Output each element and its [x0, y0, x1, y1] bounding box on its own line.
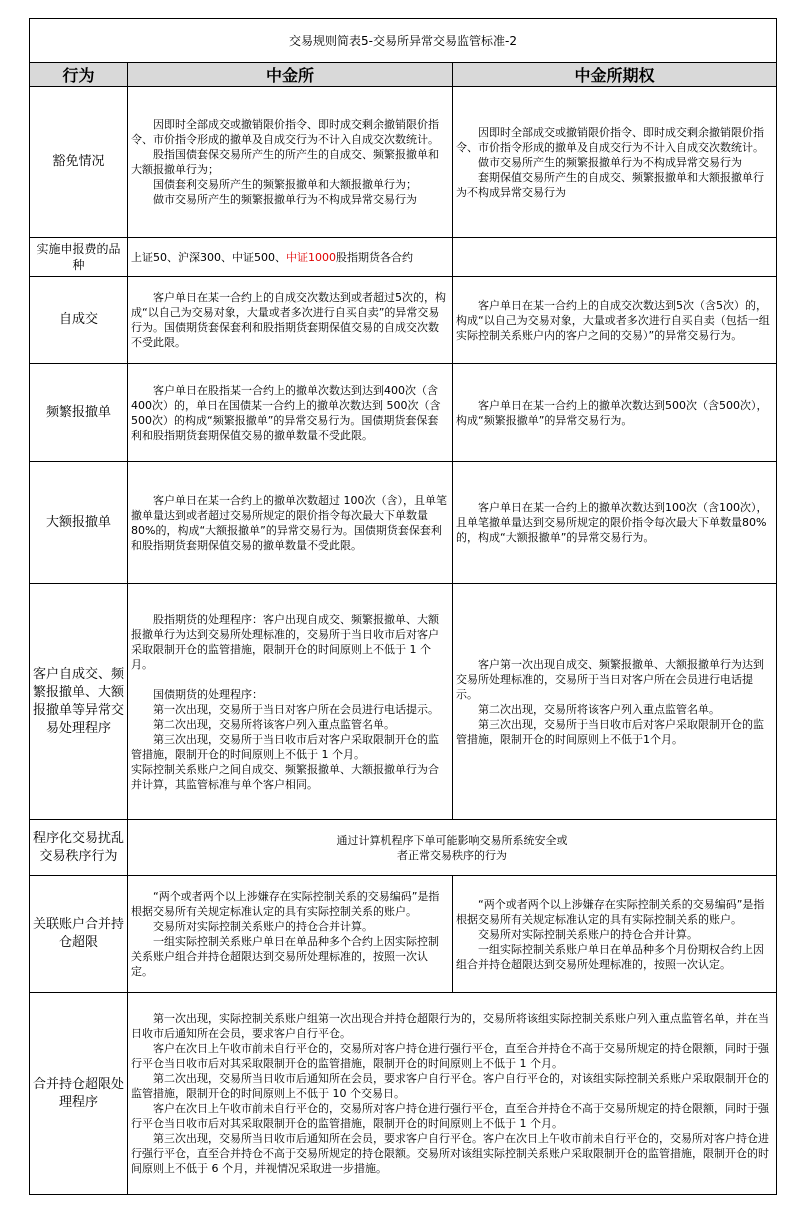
- row-label-fee-varieties: 实施申报费的品种: [30, 238, 128, 277]
- cffex-exemption-p2: 股指国债套保交易所产生的所产生的自成交、频繁报撤单和大额报撤单行为；: [131, 148, 439, 176]
- title-row: [30, 19, 777, 63]
- row-label-frequent-cancel: 频繁报撤单: [30, 364, 128, 462]
- futures-related: [453, 876, 777, 993]
- cffex-large-cancel-text: 客户单日在某一合约上的撤单次数超过 100次（含），且单笔撤单量达到或者超过交易所规定的限价指令每次最大下单数量80%的，构成“大额报撤单”的异常交易行为。国债期货套保套利和股指期货套期保值交易的撤单数量不受此限。: [131, 493, 447, 552]
- rules-table: [29, 18, 777, 1195]
- row-fee-varieties: [30, 238, 777, 277]
- program-line-1: 通过计算机程序下单可能影响交易所系统安全或: [336, 833, 568, 847]
- cffex-frequent-cancel-text: 客户单日在股指某一合约上的撤单次数达到达到400次（含400次）的，单日在国债某一合约上的撤单次数达到 500次（含500次）的构成“频繁报撤单”的异常交易行为。国债期货套保套利和股指期货套期保值交易的撤单数量不受此限。: [131, 383, 441, 442]
- cffex-related: [128, 876, 453, 993]
- header-behavior: 行为: [30, 63, 128, 87]
- futures-related-2: 交易所对实际控制关系账户的持仓合并计算。: [478, 927, 698, 941]
- futures-exemption-p3: 套期保值交易所产生的自成交、频繁报撤单和大额报撤单行为不构成异常交易行为: [456, 170, 764, 199]
- cffex-handling-index: 股指期货的处理程序：客户出现自成交、频繁报撤单、大额报撤单行为达到交易所处理标准的，交易所于当日收市后对客户采取限制开仓的监管措施，限制开仓的时间原则上不低于 1 个月。: [131, 612, 439, 671]
- cffex-self-trade-text: 客户单日在某一合约上的自成交次数达到或者超过5次的，构成“以自己为交易对象，大量或者多次进行自买自卖”的异常交易行为。国债期货套保套利和股指期货套期保值交易的自成交次数不受此限。: [131, 291, 446, 349]
- merged-p4: 客户在次日上午收市前未自行平仓的，交易所对客户持仓进行强行平仓，直至合并持仓不高于交易所规定的持仓限额，同时于强行平仓当日收市后对其采取限制开仓的监管措施，限制开仓的时间原则上不低于 1 个月。: [131, 1102, 769, 1130]
- row-label-handling: 客户自成交、频繁报撤单、大额报撤单等异常交易处理程序: [30, 584, 128, 820]
- row-frequent-cancel: [30, 364, 777, 462]
- cffex-related-2: 交易所对实际控制关系账户的持仓合并计算。: [153, 920, 373, 933]
- futures-related-1: “两个或者两个以上涉嫌存在实际控制关系的交易编码”是指根据交易所有关规定标准认定的具有实际控制关系的账户。: [456, 897, 765, 926]
- futures-frequent-cancel: [453, 364, 777, 462]
- futures-handling-3: 第三次出现，交易所于当日收市后对客户采取限制开仓的监管措施，限制开仓的时间原则上不低于1个月。: [456, 717, 764, 746]
- cffex-exemption-p4: 做市交易所产生的频繁报撤单行为不构成异常交易行为: [153, 193, 417, 206]
- table-title: 交易规则简表5-交易所异常交易监管标准-2: [30, 19, 777, 63]
- futures-self-trade-text: 客户单日在某一合约上的自成交次数达到5次（含5次）的，构成“以自己为交易对象，大量或者多次进行自买自卖（包括一组实际控制关系账户内的客户之间的交易）”的异常交易行为。: [456, 298, 770, 342]
- cffex-handling-bond-3: 第三次出现，交易所于当日收市后对客户采取限制开仓的监管措施，限制开仓的时间原则上不低于 1 个月。: [131, 732, 439, 761]
- futures-fee-varieties: [453, 238, 777, 277]
- row-label-large-cancel: 大额报撤单: [30, 462, 128, 584]
- row-related: [30, 876, 777, 993]
- cffex-handling-spacer: [131, 672, 449, 687]
- row-label-self-trade: 自成交: [30, 277, 128, 364]
- cffex-handling-tail: 实际控制关系账户之间自成交、频繁报撤单、大额报撤单行为合并计算，其监管标准与单个客户相同。: [131, 762, 439, 791]
- row-label-merged: 合并持仓超限处理程序: [30, 993, 128, 1195]
- cffex-handling-bond-title: 国债期货的处理程序：: [153, 687, 263, 701]
- merged-p1: 第一次出现，实际控制关系账户组第一次出现合并持仓超限行为的，交易所将该组实际控制关系账户列入重点监管名单，并在当日收市后通知所在会员，要求客户自行平仓。: [131, 1012, 769, 1040]
- futures-handling-2: 第二次出现，交易所将该客户列入重点监管名单。: [478, 702, 720, 716]
- futures-related-3: 一组实际控制关系账户单日在单品种多个月份期权合约上因组合并持仓超限达到交易所处理标准的，按照一次认定。: [456, 942, 764, 971]
- futures-handling: [453, 584, 777, 820]
- row-merged: [30, 993, 777, 1195]
- fee-varieties-prefix: 上证50、沪深300、中证500、: [131, 250, 286, 264]
- cffex-exemption: [128, 87, 453, 238]
- cffex-related-3: 一组实际控制关系账户单日在单品种多个合约上因实际控制关系账户组合并持仓超限达到交易所处理标准的，按照一次认定。: [131, 935, 439, 978]
- program-line-2: 者正常交易秩序的行为: [397, 848, 507, 862]
- row-self-trade: [30, 277, 777, 364]
- cffex-handling-bond-2: 第二次出现，交易所将该客户列入重点监管名单。: [153, 717, 395, 731]
- fee-varieties-highlight: 中证1000: [286, 250, 336, 264]
- futures-handling-1: 客户第一次出现自成交、频繁报撤单、大额报撤单行为达到交易所处理标准的，交易所于当日对客户所在会员进行电话提示。: [456, 657, 764, 701]
- futures-self-trade: [453, 277, 777, 364]
- header-cffex-futures: 中金所期权: [453, 63, 777, 87]
- cffex-large-cancel: [128, 462, 453, 584]
- row-program: [30, 820, 777, 876]
- rules-sheet: [29, 18, 776, 1195]
- fee-varieties-suffix: 股指期货各合约: [336, 250, 413, 264]
- merged-text: [128, 993, 777, 1195]
- header-cffex: 中金所: [128, 63, 453, 87]
- cffex-frequent-cancel: [128, 364, 453, 462]
- futures-exemption-p2: 做市交易所产生的频繁报撤单行为不构成异常交易行为: [478, 155, 742, 169]
- program-text: [128, 820, 777, 876]
- header-row: [30, 63, 777, 87]
- cffex-exemption-p3: 国债套利交易所产生的频繁报撤单和大额报撤单行为；: [153, 178, 417, 191]
- cffex-related-1: “两个或者两个以上涉嫌存在实际控制关系的交易编码”是指根据交易所有关规定标准认定的具有实际控制关系的账户。: [131, 890, 440, 918]
- merged-p3: 第二次出现，交易所当日收市后通知所在会员，要求客户自行平仓。客户自行平仓的，对该组实际控制关系账户采取限制开仓的监管措施，限制开仓的时间原则上不低于 10 个交易日。: [131, 1072, 769, 1100]
- cffex-fee-varieties: [128, 238, 453, 277]
- futures-large-cancel-text: 客户单日在某一合约上的撤单次数达到100次（含100次），且单笔撤单量达到交易所规定的限价指令每次最大下单数量80%的，构成“大额报撤单”的异常交易行为。: [456, 501, 768, 544]
- futures-exemption-p1: 因即时全部成交或撤销限价指令、即时成交剩余撤销限价指令、市价指令形成的撤单及自成交行为不计入自成交次数统计。: [456, 125, 764, 154]
- cffex-handling-bond-1: 第一次出现，交易所于当日对客户所在会员进行电话提示。: [153, 702, 439, 716]
- merged-p2: 客户在次日上午收市前未自行平仓的，交易所对客户持仓进行强行平仓，直至合并持仓不高于交易所规定的持仓限额，同时于强行平仓当日收市后对其采取限制开仓的监管措施，限制开仓的时间原则上不低于 1 个月。: [131, 1042, 769, 1070]
- row-label-related: 关联账户合并持仓超限: [30, 876, 128, 993]
- futures-frequent-cancel-text: 客户单日在某一合约上的撤单次数达到500次（含500次），构成“频繁报撤单”的异常交易行为。: [456, 398, 768, 427]
- cffex-handling: [128, 584, 453, 820]
- merged-p5: 第三次出现，交易所当日收市后通知所在会员，要求客户自行平仓。客户在次日上午收市前未自行平仓的，交易所对客户持仓进行强行平仓，直至合并持仓不高于交易所规定的持仓限额。交易所对该组实际控制关系账户采取限制开仓的监管措施，限制开仓的时间原则上不低于 6 个月，并视情况采取进一步措施。: [131, 1132, 769, 1175]
- row-large-cancel: [30, 462, 777, 584]
- row-exemption: [30, 87, 777, 238]
- row-label-program: 程序化交易扰乱交易秩序行为: [30, 820, 128, 876]
- row-handling: [30, 584, 777, 820]
- futures-exemption: [453, 87, 777, 238]
- futures-large-cancel: [453, 462, 777, 584]
- row-label-exemption: 豁免情况: [30, 87, 128, 238]
- cffex-self-trade: [128, 277, 453, 364]
- cffex-exemption-p1: 因即时全部成交或撤销限价指令、即时成交剩余撤销限价指令、市价指令形成的撤单及自成交行为不计入自成交次数统计。: [131, 118, 439, 146]
